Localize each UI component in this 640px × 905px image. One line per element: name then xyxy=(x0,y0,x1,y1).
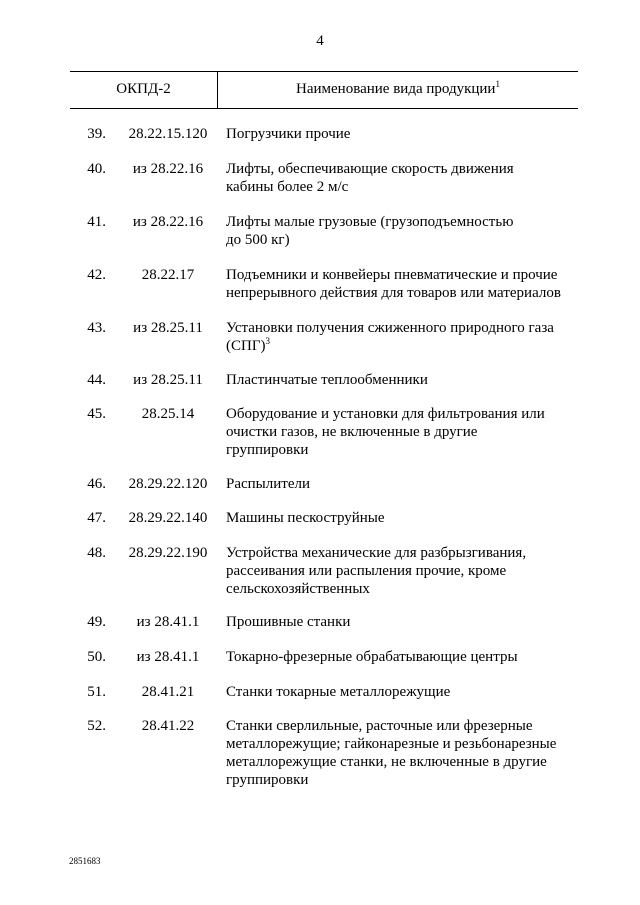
product-name-text: Пластинчатые теплообменники xyxy=(226,372,428,388)
header-okpd: ОКПД-2 xyxy=(116,81,171,97)
product-name-line xyxy=(226,337,576,355)
row-product-name xyxy=(226,648,576,666)
row-product-name xyxy=(226,213,576,249)
row-okpd-code: из 28.41.1 xyxy=(136,649,200,665)
product-name-line xyxy=(226,509,576,527)
row-product-name xyxy=(226,125,576,143)
row-okpd-code: 28.29.22.140 xyxy=(128,510,208,526)
row-number: 47. xyxy=(87,510,106,526)
product-name-text: Погрузчики прочие xyxy=(226,126,351,142)
page-number: 4 xyxy=(316,33,324,49)
footnote-mark: 3 xyxy=(265,336,270,346)
row-number: 39. xyxy=(87,126,106,142)
product-name-line xyxy=(226,717,576,735)
product-name-text: группировки xyxy=(226,442,309,458)
product-name-text: Установки получения сжиженного природного газа xyxy=(226,320,554,336)
product-name-text: Подъемники и конвейеры пневматические и прочие xyxy=(226,267,558,283)
row-okpd-code: из 28.25.11 xyxy=(133,320,203,336)
product-name-line xyxy=(226,160,576,178)
row-number: 41. xyxy=(87,214,106,230)
row-product-name xyxy=(226,160,576,196)
row-number: 51. xyxy=(87,684,106,700)
product-name-text: сельскохозяйственных xyxy=(226,581,370,597)
product-name-text: металлорежущие станки, не включенные в другие xyxy=(226,754,547,770)
row-product-name xyxy=(226,613,576,631)
row-product-name xyxy=(226,371,576,389)
product-name-text: рассеивания или распыления прочие, кроме xyxy=(226,563,507,579)
row-product-name xyxy=(226,475,576,493)
product-name-text: Станки токарные металлорежущие xyxy=(226,684,451,700)
product-name-text: Оборудование и установки для фильтрования или xyxy=(226,406,545,422)
row-number: 42. xyxy=(87,267,106,283)
product-name-line xyxy=(226,423,576,441)
product-name-text: Машины пескоструйные xyxy=(226,510,385,526)
product-name-text: Прошивные станки xyxy=(226,614,351,630)
row-number: 40. xyxy=(87,161,106,177)
product-name-line xyxy=(226,371,576,389)
product-name-text: кабины более 2 м/с xyxy=(226,179,349,195)
product-name-line xyxy=(226,613,576,631)
row-okpd-code: 28.22.17 xyxy=(141,267,195,283)
row-okpd-code: из 28.22.16 xyxy=(132,161,204,177)
product-name-line xyxy=(226,544,576,562)
product-name-text: (СПГ) xyxy=(226,338,266,354)
row-product-name xyxy=(226,683,576,701)
product-name-text: Лифты, обеспечивающие скорость движения xyxy=(226,161,514,177)
table-header xyxy=(70,71,578,109)
product-name-line xyxy=(226,441,576,459)
product-name-line xyxy=(226,648,576,666)
row-number: 44. xyxy=(87,372,106,388)
row-number: 48. xyxy=(87,545,106,561)
row-okpd-code: 28.29.22.190 xyxy=(128,545,208,561)
product-name-line xyxy=(226,735,576,753)
row-okpd-code: 28.22.15.120 xyxy=(128,126,208,142)
row-product-name xyxy=(226,509,576,527)
row-number: 52. xyxy=(87,718,106,734)
product-name-text: Токарно-фрезерные обрабатывающие центры xyxy=(226,649,518,665)
product-name-line xyxy=(226,125,576,143)
product-name-text: металлорежущие; гайконарезные и резьбонарезные xyxy=(226,736,557,752)
row-product-name xyxy=(226,319,576,355)
row-number: 49. xyxy=(87,614,106,630)
row-okpd-code: из 28.22.16 xyxy=(132,214,204,230)
product-name-line xyxy=(226,753,576,771)
product-name-text: очистки газов, не включенные в другие xyxy=(226,424,478,440)
product-name-line xyxy=(226,231,576,249)
product-name-text: Лифты малые грузовые (грузоподъемностью xyxy=(226,214,514,230)
header-footnote-mark: 1 xyxy=(495,79,500,89)
row-okpd-code: 28.29.22.120 xyxy=(128,476,208,492)
row-product-name xyxy=(226,405,576,459)
product-name-line xyxy=(226,178,576,196)
product-name-text: до 500 кг) xyxy=(226,232,290,248)
row-number: 46. xyxy=(87,476,106,492)
product-name-text: группировки xyxy=(226,772,309,788)
row-okpd-code: 28.41.22 xyxy=(141,718,195,734)
product-name-line xyxy=(226,580,576,598)
row-okpd-code: из 28.25.11 xyxy=(133,372,203,388)
product-name-line xyxy=(226,266,576,284)
product-name-text: непрерывного действия для товаров или материалов xyxy=(226,285,561,301)
row-product-name xyxy=(226,717,576,789)
product-name-line xyxy=(226,284,576,302)
footer-code: 2851683 xyxy=(69,856,101,866)
product-name-line xyxy=(226,405,576,423)
header-product-name xyxy=(218,81,578,98)
row-product-name xyxy=(226,544,576,598)
product-name-line xyxy=(226,213,576,231)
product-name-text: Распылители xyxy=(226,476,311,492)
product-name-line xyxy=(226,562,576,580)
row-product-name xyxy=(226,266,576,302)
product-name-line xyxy=(226,319,576,337)
product-name-line xyxy=(226,475,576,493)
header-product-name-text: Наименование вида продукции xyxy=(296,81,496,97)
product-name-text: Устройства механические для разбрызгивания, xyxy=(226,545,527,561)
product-name-line xyxy=(226,683,576,701)
row-okpd-code: 28.41.21 xyxy=(141,684,195,700)
product-name-line xyxy=(226,771,576,789)
row-number: 45. xyxy=(87,406,106,422)
row-number: 50. xyxy=(87,649,106,665)
row-okpd-code: из 28.41.1 xyxy=(136,614,200,630)
row-number: 43. xyxy=(87,320,106,336)
row-okpd-code: 28.25.14 xyxy=(141,406,195,422)
product-name-text: Станки сверлильные, расточные или фрезерные xyxy=(226,718,533,734)
